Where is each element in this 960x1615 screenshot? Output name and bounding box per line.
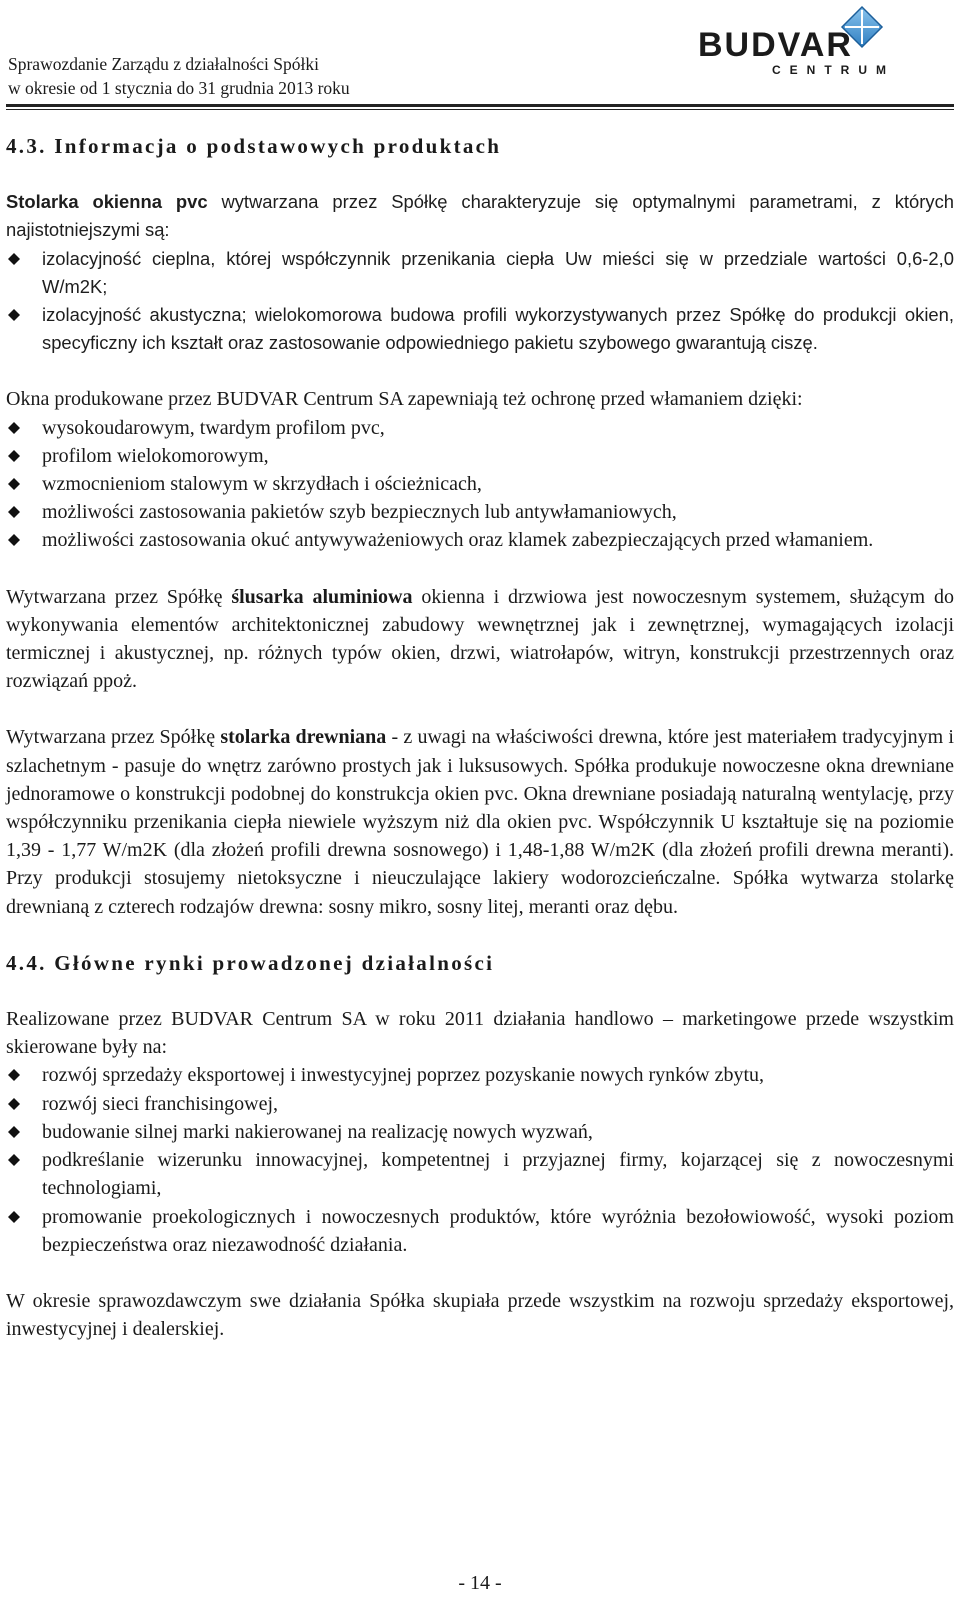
wood-bold: stolarka drewniana bbox=[220, 726, 387, 749]
report-title bbox=[8, 52, 350, 100]
diamond-bullet-icon bbox=[8, 1126, 20, 1138]
list-item: rozwój sprzedaży eksportowej i inwestycyjnej poprzez pozyskanie nowych rynków zbytu, bbox=[6, 1061, 954, 1089]
budvar-logo bbox=[692, 2, 942, 78]
list-item: promowanie proekologicznych i nowoczesnych produktów, które wyróżnia bezołowiowość, wysoki poziom bezpieczeństwa oraz niezawodność działania. bbox=[6, 1203, 954, 1259]
list-item: profilom wielokomorowym, bbox=[6, 442, 954, 470]
section-heading-4-4: 4.4. Główne rynki prowadzonej działalności bbox=[6, 950, 495, 975]
diamond-bullet-icon bbox=[8, 422, 20, 434]
markets-intro-paragraph: Realizowane przez BUDVAR Centrum SA w roku 2011 działania handlowo – marketingowe przede wszystkim skierowane były na: bbox=[6, 1008, 954, 1059]
logo-subtitle: CENTRUM bbox=[772, 63, 895, 77]
pvc-intro-paragraph bbox=[6, 188, 954, 244]
report-title-line-1: Sprawozdanie Zarządu z działalności Spółki bbox=[8, 54, 320, 74]
list-item: izolacyjność cieplna, której współczynnik przenikania ciepła Uw mieści się w przedziale wartości 0,6-2,0 W/m2K; bbox=[6, 245, 954, 301]
list-item: możliwości zastosowania okuć antywyważeniowych oraz klamek zabezpieczających przed włamaniem. bbox=[6, 526, 954, 554]
pvc-intro-bold: Stolarka okienna pvc bbox=[6, 191, 208, 213]
diamond-bullet-icon bbox=[8, 1154, 20, 1166]
page-number: - 14 - bbox=[458, 1572, 502, 1594]
aluminium-paragraph: Wytwarzana przez Spółkę ślusarka aluminiowa okienna i drzwiowa jest nowoczesnym systemem, służącym do wykonywania elementów architektonicznej zabudowy wewnętrznej jak i zewnętrznej, wymagających izolacji termicznej i akustycznej, np. różnych typów okien, drzwi, wiatrołapów, witryn, konstrukcji przestrzennych oraz rozwiązań ppoż. bbox=[6, 585, 954, 693]
diamond-bullet-icon bbox=[8, 1211, 20, 1223]
diamond-bullet-icon bbox=[8, 450, 20, 462]
report-period-line: w okresie od 1 stycznia do 31 grudnia 2013 roku bbox=[8, 78, 350, 98]
markets-action-list bbox=[6, 1061, 954, 1258]
diamond-bullet-icon bbox=[8, 478, 20, 490]
security-feature-list bbox=[6, 414, 954, 555]
diamond-bullet-icon bbox=[8, 1069, 20, 1081]
aluminium-bold: ślusarka aluminiowa bbox=[231, 585, 413, 608]
diamond-bullet-icon bbox=[8, 1098, 20, 1110]
closing-paragraph: W okresie sprawozdawczym swe działania Spółka skupiała przede wszystkim na rozwoju sprzedaży eksportowej, inwestycyjnej i dealerskiej. bbox=[6, 1289, 954, 1341]
header-divider-thin bbox=[6, 109, 954, 110]
diamond-bullet-icon bbox=[8, 309, 20, 321]
list-item: rozwój sieci franchisingowej, bbox=[6, 1090, 954, 1118]
pvc-intro-text: wytwarzana przez Spółkę charakteryzuje się optymalnymi parametrami, z których najistotniejszymi są: bbox=[6, 191, 954, 241]
header-divider-thick bbox=[6, 104, 954, 107]
diamond-bullet-icon bbox=[8, 253, 20, 265]
list-item: budowanie silnej marki nakierowanej na realizację nowych wyzwań, bbox=[6, 1118, 954, 1146]
diamond-bullet-icon bbox=[8, 534, 20, 546]
diamond-bullet-icon bbox=[8, 506, 20, 518]
page-content bbox=[6, 128, 954, 1343]
page-header bbox=[6, 0, 954, 112]
list-item: wzmocnieniom stalowym w skrzydłach i ościeżnicach, bbox=[6, 470, 954, 498]
list-item: możliwości zastosowania pakietów szyb bezpiecznych lub antywłamaniowych, bbox=[6, 498, 954, 526]
logo-wordmark: BUDVAR bbox=[698, 26, 853, 64]
security-intro-paragraph: Okna produkowane przez BUDVAR Centrum SA zapewniają też ochronę przed włamaniem dzięki: bbox=[6, 388, 803, 411]
wood-paragraph: Wytwarzana przez Spółkę stolarka drewniana - z uwagi na właściwości drewna, które jest materiałem tradycyjnym i szlachetnym - pasuje do wnętrz zarówno prostych jak i luksusowych. Spółka produkuje nowoczesne okna drewniane jednoramowe o konstrukcji podobnej do konstrukcja okien pvc. Okna drewniane posiadają naturalną wentylację, przy współczynniku przenikania ciepła niewiele wyższym niż dla okien pvc. Współczynnik U kształtuje się na poziomie 1,39 - 1,77 W/m2K (dla złożeń profili drewna sosnowego) i 1,48-1,88 W/m2K (dla złożeń profili drewna meranti). Przy produkcji stosujemy nietoksyczne i nieuczulające lakiery wodorozcieńczalne. Spółka wytwarza stolarkę drewnianą z czterech rodzajów drewna: sosny mikro, sosny litej, meranti oraz dębu. bbox=[6, 726, 954, 918]
section-heading-4-3: 4.3. Informacja o podstawowych produktach bbox=[6, 134, 502, 158]
list-item: izolacyjność akustyczna; wielokomorowa budowa profili wykorzystywanych przez Spółkę do produkcji okien, specyficzny ich kształt oraz zastosowanie odpowiedniego pakietu szybowego gwarantują ciszę. bbox=[6, 301, 954, 357]
list-item: podkreślanie wizerunku innowacyjnej, kompetentnej i przyjaznej firmy, kojarzącej się z nowoczesnymi technologiami, bbox=[6, 1146, 954, 1202]
pvc-parameter-list bbox=[6, 245, 954, 358]
list-item: wysokoudarowym, twardym profilom pvc, bbox=[6, 414, 954, 442]
